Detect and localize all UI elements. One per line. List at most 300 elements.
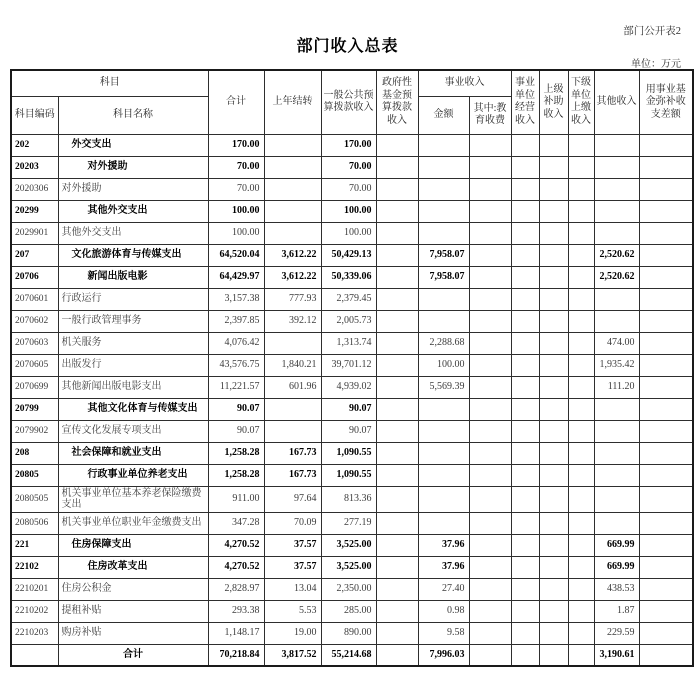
subordinate-remit-cell bbox=[568, 200, 594, 222]
subject-name-cell: 对外援助 bbox=[58, 156, 208, 178]
operating-income-cell bbox=[511, 486, 539, 512]
general-budget-cell: 1,090.55 bbox=[321, 442, 376, 464]
business-amount-cell bbox=[418, 486, 469, 512]
carryover-cell bbox=[264, 332, 321, 354]
general-budget-cell: 3,525.00 bbox=[321, 534, 376, 556]
fund-balance-cell bbox=[639, 442, 693, 464]
fund-balance-cell bbox=[639, 644, 693, 666]
gov-fund-cell bbox=[376, 644, 418, 666]
business-amount-cell: 7,958.07 bbox=[418, 244, 469, 266]
other-income-cell bbox=[594, 512, 639, 534]
other-income-cell bbox=[594, 442, 639, 464]
table-row bbox=[11, 376, 693, 398]
education-fee-cell bbox=[469, 556, 511, 578]
superior-subsidy-cell bbox=[539, 288, 568, 310]
superior-subsidy-cell bbox=[539, 486, 568, 512]
education-fee-cell bbox=[469, 622, 511, 644]
carryover-cell bbox=[264, 200, 321, 222]
operating-income-cell bbox=[511, 534, 539, 556]
income-summary-table bbox=[10, 69, 694, 667]
education-fee-cell bbox=[469, 578, 511, 600]
superior-subsidy-cell bbox=[539, 644, 568, 666]
subordinate-remit-cell bbox=[568, 266, 594, 288]
general-budget-cell: 2,005.73 bbox=[321, 310, 376, 332]
education-fee-cell bbox=[469, 200, 511, 222]
table-row bbox=[11, 534, 693, 556]
subordinate-remit-cell bbox=[568, 534, 594, 556]
subject-code-cell: 20805 bbox=[11, 464, 58, 486]
subject-name-cell: 宣传文化发展专项支出 bbox=[58, 420, 208, 442]
fund-balance-cell bbox=[639, 376, 693, 398]
gov-fund-cell bbox=[376, 200, 418, 222]
total-cell: 11,221.57 bbox=[208, 376, 264, 398]
general-budget-cell: 39,701.12 bbox=[321, 354, 376, 376]
total-cell: 64,429.97 bbox=[208, 266, 264, 288]
table-row bbox=[11, 354, 693, 376]
operating-income-cell bbox=[511, 644, 539, 666]
operating-income-cell bbox=[511, 332, 539, 354]
superior-subsidy-cell bbox=[539, 578, 568, 600]
superior-subsidy-cell bbox=[539, 266, 568, 288]
gov-fund-cell bbox=[376, 486, 418, 512]
carryover-cell bbox=[264, 398, 321, 420]
fund-balance-cell bbox=[639, 222, 693, 244]
fund-balance-cell bbox=[639, 556, 693, 578]
business-amount-cell bbox=[418, 420, 469, 442]
subject-code-cell: 2079902 bbox=[11, 420, 58, 442]
operating-income-cell bbox=[511, 420, 539, 442]
operating-income-cell bbox=[511, 464, 539, 486]
subordinate-remit-cell bbox=[568, 512, 594, 534]
total-cell: 100.00 bbox=[208, 200, 264, 222]
subordinate-remit-cell bbox=[568, 420, 594, 442]
subordinate-remit-cell bbox=[568, 622, 594, 644]
education-fee-cell bbox=[469, 156, 511, 178]
fund-balance-cell bbox=[639, 244, 693, 266]
subordinate-remit-cell bbox=[568, 644, 594, 666]
carryover-cell: 777.93 bbox=[264, 288, 321, 310]
carryover-cell: 3,612.22 bbox=[264, 244, 321, 266]
other-income-cell: 111.20 bbox=[594, 376, 639, 398]
education-fee-cell bbox=[469, 244, 511, 266]
carryover-cell: 167.73 bbox=[264, 464, 321, 486]
business-amount-cell bbox=[418, 134, 469, 156]
superior-subsidy-cell bbox=[539, 442, 568, 464]
other-income-cell bbox=[594, 222, 639, 244]
operating-income-cell bbox=[511, 376, 539, 398]
superior-subsidy-cell bbox=[539, 464, 568, 486]
business-amount-cell bbox=[418, 200, 469, 222]
subject-name-cell: 住房改革支出 bbox=[58, 556, 208, 578]
operating-income-cell bbox=[511, 354, 539, 376]
other-income-cell: 1,935.42 bbox=[594, 354, 639, 376]
table-row bbox=[11, 486, 693, 512]
subject-code-cell: 2070605 bbox=[11, 354, 58, 376]
gov-fund-cell bbox=[376, 288, 418, 310]
business-amount-cell bbox=[418, 310, 469, 332]
business-amount-cell bbox=[418, 442, 469, 464]
table-row bbox=[11, 310, 693, 332]
gov-fund-cell bbox=[376, 354, 418, 376]
superior-subsidy-cell bbox=[539, 178, 568, 200]
gov-fund-cell bbox=[376, 156, 418, 178]
carryover-cell: 601.96 bbox=[264, 376, 321, 398]
business-amount-cell bbox=[418, 464, 469, 486]
subject-code-cell bbox=[11, 644, 58, 666]
gov-fund-cell bbox=[376, 266, 418, 288]
carryover-cell: 37.57 bbox=[264, 556, 321, 578]
education-fee-cell bbox=[469, 354, 511, 376]
carryover-cell: 3,817.52 bbox=[264, 644, 321, 666]
fund-balance-cell bbox=[639, 534, 693, 556]
total-cell: 3,157.38 bbox=[208, 288, 264, 310]
subordinate-remit-cell bbox=[568, 442, 594, 464]
subject-code-cell: 20299 bbox=[11, 200, 58, 222]
table-row bbox=[11, 244, 693, 266]
subject-code-cell: 2210203 bbox=[11, 622, 58, 644]
business-amount-cell: 100.00 bbox=[418, 354, 469, 376]
subject-code-cell: 202 bbox=[11, 134, 58, 156]
general-budget-cell: 70.00 bbox=[321, 156, 376, 178]
other-income-cell bbox=[594, 486, 639, 512]
subject-name-cell: 其他外交支出 bbox=[58, 200, 208, 222]
fund-balance-cell bbox=[639, 464, 693, 486]
subject-name-cell: 住房保障支出 bbox=[58, 534, 208, 556]
subordinate-remit-cell bbox=[568, 578, 594, 600]
total-cell: 4,270.52 bbox=[208, 556, 264, 578]
superior-subsidy-cell bbox=[539, 556, 568, 578]
total-cell: 293.38 bbox=[208, 600, 264, 622]
gov-fund-cell bbox=[376, 556, 418, 578]
subject-code-cell: 2029901 bbox=[11, 222, 58, 244]
header-operating-income: 事业单位经营收入 bbox=[511, 70, 539, 134]
subject-name-cell: 社会保障和就业支出 bbox=[58, 442, 208, 464]
gov-fund-cell bbox=[376, 134, 418, 156]
operating-income-cell bbox=[511, 200, 539, 222]
gov-fund-cell bbox=[376, 222, 418, 244]
subordinate-remit-cell bbox=[568, 178, 594, 200]
total-cell: 90.07 bbox=[208, 420, 264, 442]
total-cell: 170.00 bbox=[208, 134, 264, 156]
education-fee-cell bbox=[469, 512, 511, 534]
education-fee-cell bbox=[469, 644, 511, 666]
gov-fund-cell bbox=[376, 512, 418, 534]
total-cell: 70.00 bbox=[208, 156, 264, 178]
superior-subsidy-cell bbox=[539, 156, 568, 178]
gov-fund-cell bbox=[376, 442, 418, 464]
operating-income-cell bbox=[511, 512, 539, 534]
table-row bbox=[11, 578, 693, 600]
subordinate-remit-cell bbox=[568, 244, 594, 266]
header-gov-fund: 政府性基金预算拨款收入 bbox=[376, 70, 418, 134]
subordinate-remit-cell bbox=[568, 354, 594, 376]
subject-name-cell: 对外援助 bbox=[58, 178, 208, 200]
form-number-label: 部门公开表2 bbox=[623, 26, 681, 37]
superior-subsidy-cell bbox=[539, 134, 568, 156]
general-budget-cell: 813.36 bbox=[321, 486, 376, 512]
fund-balance-cell bbox=[639, 622, 693, 644]
table-row bbox=[11, 200, 693, 222]
table-row bbox=[11, 332, 693, 354]
header-subject-code: 科目编码 bbox=[11, 96, 58, 134]
gov-fund-cell bbox=[376, 398, 418, 420]
business-amount-cell: 37.96 bbox=[418, 534, 469, 556]
table-row bbox=[11, 556, 693, 578]
education-fee-cell bbox=[469, 332, 511, 354]
business-amount-cell: 9.58 bbox=[418, 622, 469, 644]
fund-balance-cell bbox=[639, 310, 693, 332]
other-income-cell: 2,520.62 bbox=[594, 244, 639, 266]
superior-subsidy-cell bbox=[539, 332, 568, 354]
other-income-cell bbox=[594, 288, 639, 310]
education-fee-cell bbox=[469, 486, 511, 512]
fund-balance-cell bbox=[639, 178, 693, 200]
business-amount-cell bbox=[418, 222, 469, 244]
general-budget-cell: 3,525.00 bbox=[321, 556, 376, 578]
total-cell: 911.00 bbox=[208, 486, 264, 512]
subordinate-remit-cell bbox=[568, 376, 594, 398]
subject-name-cell: 提租补贴 bbox=[58, 600, 208, 622]
subordinate-remit-cell bbox=[568, 222, 594, 244]
operating-income-cell bbox=[511, 134, 539, 156]
unit-label: 单位：万元 bbox=[631, 59, 681, 70]
subordinate-remit-cell bbox=[568, 486, 594, 512]
superior-subsidy-cell bbox=[539, 310, 568, 332]
education-fee-cell bbox=[469, 288, 511, 310]
general-budget-cell: 2,350.00 bbox=[321, 578, 376, 600]
header-superior-subsidy: 上级补助收入 bbox=[539, 70, 568, 134]
fund-balance-cell bbox=[639, 578, 693, 600]
superior-subsidy-cell bbox=[539, 200, 568, 222]
subject-name-cell: 外交支出 bbox=[58, 134, 208, 156]
header-carryover: 上年结转 bbox=[264, 70, 321, 134]
superior-subsidy-cell bbox=[539, 376, 568, 398]
subordinate-remit-cell bbox=[568, 310, 594, 332]
subject-name-cell: 行政事业单位养老支出 bbox=[58, 464, 208, 486]
business-amount-cell bbox=[418, 398, 469, 420]
carryover-cell bbox=[264, 222, 321, 244]
total-cell: 2,828.97 bbox=[208, 578, 264, 600]
fund-balance-cell bbox=[639, 134, 693, 156]
fund-balance-cell bbox=[639, 354, 693, 376]
carryover-cell bbox=[264, 156, 321, 178]
business-amount-cell: 7,958.07 bbox=[418, 266, 469, 288]
subject-name-cell: 出版发行 bbox=[58, 354, 208, 376]
carryover-cell bbox=[264, 420, 321, 442]
header-total: 合计 bbox=[208, 70, 264, 134]
subject-code-cell: 2210201 bbox=[11, 578, 58, 600]
subject-name-cell: 其他外交支出 bbox=[58, 222, 208, 244]
subordinate-remit-cell bbox=[568, 156, 594, 178]
superior-subsidy-cell bbox=[539, 222, 568, 244]
superior-subsidy-cell bbox=[539, 244, 568, 266]
carryover-cell: 37.57 bbox=[264, 534, 321, 556]
table-row bbox=[11, 288, 693, 310]
other-income-cell bbox=[594, 464, 639, 486]
table-row bbox=[11, 644, 693, 666]
subject-code-cell: 20706 bbox=[11, 266, 58, 288]
subject-name-cell: 机关事业单位基本养老保险缴费支出 bbox=[58, 486, 208, 512]
other-income-cell: 1.87 bbox=[594, 600, 639, 622]
general-budget-cell: 4,939.02 bbox=[321, 376, 376, 398]
other-income-cell bbox=[594, 134, 639, 156]
operating-income-cell bbox=[511, 244, 539, 266]
education-fee-cell bbox=[469, 464, 511, 486]
general-budget-cell: 70.00 bbox=[321, 178, 376, 200]
header-education-fee: 其中:教育收费 bbox=[469, 96, 511, 134]
subject-code-cell: 2080505 bbox=[11, 486, 58, 512]
operating-income-cell bbox=[511, 156, 539, 178]
total-cell: 347.28 bbox=[208, 512, 264, 534]
business-amount-cell bbox=[418, 512, 469, 534]
subject-name-cell: 其他新闻出版电影支出 bbox=[58, 376, 208, 398]
operating-income-cell bbox=[511, 622, 539, 644]
gov-fund-cell bbox=[376, 310, 418, 332]
total-cell: 70,218.84 bbox=[208, 644, 264, 666]
carryover-cell: 5.53 bbox=[264, 600, 321, 622]
header-fund-balance: 用事业基金弥补收支差额 bbox=[639, 70, 693, 134]
subject-name-cell: 机关事业单位职业年金缴费支出 bbox=[58, 512, 208, 534]
business-amount-cell: 37.96 bbox=[418, 556, 469, 578]
general-budget-cell: 90.07 bbox=[321, 420, 376, 442]
table-row bbox=[11, 420, 693, 442]
education-fee-cell bbox=[469, 134, 511, 156]
other-income-cell: 669.99 bbox=[594, 534, 639, 556]
general-budget-cell: 55,214.68 bbox=[321, 644, 376, 666]
table-row bbox=[11, 134, 693, 156]
table-body bbox=[11, 134, 693, 666]
fund-balance-cell bbox=[639, 156, 693, 178]
total-cell: 64,520.04 bbox=[208, 244, 264, 266]
gov-fund-cell bbox=[376, 178, 418, 200]
total-cell: 43,576.75 bbox=[208, 354, 264, 376]
table-row bbox=[11, 600, 693, 622]
subject-code-cell: 20203 bbox=[11, 156, 58, 178]
general-budget-cell: 50,429.13 bbox=[321, 244, 376, 266]
other-income-cell bbox=[594, 200, 639, 222]
carryover-cell: 3,612.22 bbox=[264, 266, 321, 288]
total-cell: 1,258.28 bbox=[208, 464, 264, 486]
total-cell: 100.00 bbox=[208, 222, 264, 244]
subject-name-cell: 合计 bbox=[58, 644, 208, 666]
subject-name-cell: 行政运行 bbox=[58, 288, 208, 310]
general-budget-cell: 50,339.06 bbox=[321, 266, 376, 288]
gov-fund-cell bbox=[376, 464, 418, 486]
subordinate-remit-cell bbox=[568, 464, 594, 486]
superior-subsidy-cell bbox=[539, 512, 568, 534]
education-fee-cell bbox=[469, 266, 511, 288]
table-row bbox=[11, 512, 693, 534]
total-cell: 2,397.85 bbox=[208, 310, 264, 332]
header-subject: 科目 bbox=[11, 70, 208, 96]
other-income-cell: 438.53 bbox=[594, 578, 639, 600]
subject-code-cell: 2070601 bbox=[11, 288, 58, 310]
business-amount-cell bbox=[418, 288, 469, 310]
operating-income-cell bbox=[511, 222, 539, 244]
table-row bbox=[11, 464, 693, 486]
fund-balance-cell bbox=[639, 200, 693, 222]
total-cell: 1,258.28 bbox=[208, 442, 264, 464]
other-income-cell bbox=[594, 178, 639, 200]
other-income-cell bbox=[594, 156, 639, 178]
carryover-cell: 392.12 bbox=[264, 310, 321, 332]
other-income-cell bbox=[594, 310, 639, 332]
carryover-cell bbox=[264, 178, 321, 200]
subordinate-remit-cell bbox=[568, 332, 594, 354]
business-amount-cell: 0.98 bbox=[418, 600, 469, 622]
fund-balance-cell bbox=[639, 266, 693, 288]
education-fee-cell bbox=[469, 310, 511, 332]
subject-name-cell: 文化旅游体育与传媒支出 bbox=[58, 244, 208, 266]
education-fee-cell bbox=[469, 420, 511, 442]
fund-balance-cell bbox=[639, 486, 693, 512]
other-income-cell bbox=[594, 420, 639, 442]
general-budget-cell: 1,090.55 bbox=[321, 464, 376, 486]
other-income-cell: 3,190.61 bbox=[594, 644, 639, 666]
operating-income-cell bbox=[511, 556, 539, 578]
business-amount-cell bbox=[418, 156, 469, 178]
gov-fund-cell bbox=[376, 376, 418, 398]
table-header bbox=[11, 70, 693, 134]
fund-balance-cell bbox=[639, 512, 693, 534]
other-income-cell: 229.59 bbox=[594, 622, 639, 644]
operating-income-cell bbox=[511, 288, 539, 310]
education-fee-cell bbox=[469, 600, 511, 622]
total-cell: 4,076.42 bbox=[208, 332, 264, 354]
subject-name-cell: 机关服务 bbox=[58, 332, 208, 354]
business-amount-cell: 7,996.03 bbox=[418, 644, 469, 666]
general-budget-cell: 90.07 bbox=[321, 398, 376, 420]
gov-fund-cell bbox=[376, 578, 418, 600]
carryover-cell bbox=[264, 134, 321, 156]
operating-income-cell bbox=[511, 178, 539, 200]
subject-name-cell: 住房公积金 bbox=[58, 578, 208, 600]
total-cell: 4,270.52 bbox=[208, 534, 264, 556]
subject-name-cell: 一般行政管理事务 bbox=[58, 310, 208, 332]
table-row bbox=[11, 178, 693, 200]
business-amount-cell: 5,569.39 bbox=[418, 376, 469, 398]
total-cell: 70.00 bbox=[208, 178, 264, 200]
subordinate-remit-cell bbox=[568, 398, 594, 420]
business-amount-cell bbox=[418, 178, 469, 200]
gov-fund-cell bbox=[376, 332, 418, 354]
gov-fund-cell bbox=[376, 420, 418, 442]
business-amount-cell: 2,288.68 bbox=[418, 332, 469, 354]
education-fee-cell bbox=[469, 376, 511, 398]
fund-balance-cell bbox=[639, 398, 693, 420]
subject-code-cell: 221 bbox=[11, 534, 58, 556]
general-budget-cell: 285.00 bbox=[321, 600, 376, 622]
subject-code-cell: 207 bbox=[11, 244, 58, 266]
subject-name-cell: 新闻出版电影 bbox=[58, 266, 208, 288]
header-subordinate-remit: 下级单位上缴收入 bbox=[568, 70, 594, 134]
subordinate-remit-cell bbox=[568, 600, 594, 622]
carryover-cell: 1,840.21 bbox=[264, 354, 321, 376]
fund-balance-cell bbox=[639, 332, 693, 354]
education-fee-cell bbox=[469, 178, 511, 200]
table-row bbox=[11, 222, 693, 244]
gov-fund-cell bbox=[376, 622, 418, 644]
other-income-cell: 2,520.62 bbox=[594, 266, 639, 288]
education-fee-cell bbox=[469, 398, 511, 420]
education-fee-cell bbox=[469, 442, 511, 464]
general-budget-cell: 100.00 bbox=[321, 200, 376, 222]
carryover-cell: 167.73 bbox=[264, 442, 321, 464]
fund-balance-cell bbox=[639, 600, 693, 622]
superior-subsidy-cell bbox=[539, 622, 568, 644]
header-general-budget: 一般公共预算拨款收入 bbox=[321, 70, 376, 134]
gov-fund-cell bbox=[376, 244, 418, 266]
